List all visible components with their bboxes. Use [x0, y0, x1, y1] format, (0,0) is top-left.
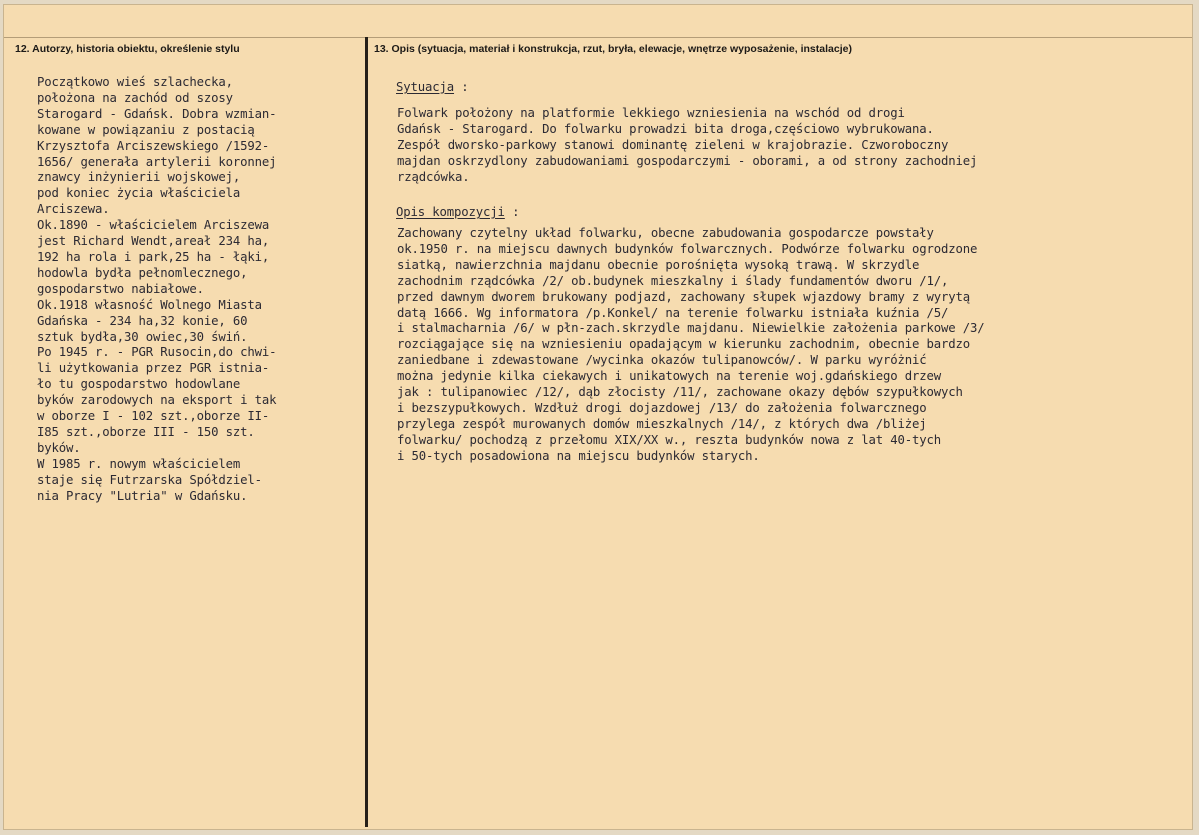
header-rule [4, 37, 1192, 38]
history-line: Arciszewa. [37, 202, 110, 217]
opis-line: datą 1666. Wg informatora /p.Konkel/ na terenie folwarku istniała kuźnia /5/ [397, 305, 949, 320]
history-line: ło tu gospodarstwo hodowlane [37, 377, 241, 392]
history-line: Krzysztofa Arciszewskiego /1592- [37, 138, 270, 153]
history-text [37, 75, 371, 504]
opis-line: przylega zespół murowanych domów mieszkalnych /14/, z których dwa /bliżej [397, 416, 927, 431]
opis-line: siatką, nawierzchnia majdanu obecnie porośnięta wysoką trawą. W skrzydle [397, 257, 920, 272]
history-line: kowane w powiązaniu z postacią [37, 122, 255, 137]
history-line: byków. [37, 440, 81, 455]
opis-line: Zachowany czytelny układ folwarku, obecne zabudowania gospodarcze powstały [397, 226, 934, 240]
sytuacja-title [396, 80, 469, 96]
history-line: znawcy inżynierii wojskowej, [37, 170, 241, 185]
history-line: nia Pracy "Lutria" w Gdańsku. [37, 488, 248, 503]
history-line: Ok.1890 - właścicielem Arciszewa [37, 218, 270, 233]
history-line: Po 1945 r. - PGR Rusocin,do chwi- [37, 345, 277, 360]
opis-line: można jedynie kilka ciekawych i unikatowych na terenie woj.gdańskiego drzew [397, 369, 942, 384]
opis-line: ok.1950 r. na miejscu dawnych budynków folwarcznych. Podwórze folwarku ogrodzone [397, 241, 978, 256]
opis-title [396, 205, 519, 221]
field-13-heading: 13. Opis (sytuacja, materiał i konstrukcja, rzut, bryła, elewacje, wnętrze wyposażenie, instalacje) [374, 43, 852, 55]
opis-line: i 50-tych posadowiona na miejscu budynków starych. [397, 448, 760, 463]
history-line: pod koniec życia właściciela [37, 186, 241, 201]
history-line: W 1985 r. nowym właścicielem [37, 456, 241, 471]
sytuacja-title-text: Sytuacja [396, 80, 455, 94]
opis-line: rozciągające się na wzniesieniu opadającym w kierunku zachodnim, obecnie bardzo [397, 337, 971, 352]
sytuacja-line: rządcówka. [397, 169, 470, 184]
sytuacja-line: Zespół dworsko-parkowy stanowi dominantę zieleni w krajobrazie. Czworoboczny [397, 137, 949, 152]
sytuacja-text [397, 106, 1193, 186]
opis-line: i stalmacharnia /6/ w płn-zach.skrzydle majdanu. Niewielkie założenia parkowe /3/ [397, 321, 985, 336]
history-line: gospodarstwo nabiałowe. [37, 281, 204, 296]
opis-line: i bezszypułkowych. Wzdłuż drogi dojazdowej /13/ do założenia folwarcznego [397, 400, 927, 415]
history-line: sztuk bydła,30 owiec,30 świń. [37, 329, 248, 344]
opis-text [397, 226, 1193, 465]
inventory-card [3, 4, 1193, 830]
opis-line: folwarku/ pochodzą z przełomu XIX/XX w., reszta budynków nowa z lat 40-tych [397, 432, 942, 447]
history-line: Gdańska - 234 ha,32 konie, 60 [37, 313, 248, 328]
opis-line: jak : tulipanowiec /12/, dąb złocisty /11/, zachowane okazy dębów szypułkowych [397, 385, 963, 400]
opis-line: zachodnim rządcówka /2/ ob.budynek mieszkalny i ślady fundamentów dworu /1/, [397, 273, 949, 288]
history-line: hodowla bydła pełnomlecznego, [37, 265, 248, 280]
history-line: 192 ha rola i park,25 ha - łąki, [37, 249, 270, 264]
sytuacja-line: majdan oskrzydlony zabudowaniami gospodarczymi - oborami, a od strony zachodniej [397, 153, 978, 168]
opis-line: zaniedbane i zdewastowane /wycinka okazów tulipanowców/. W parku wyróżnić [397, 353, 927, 368]
opis-line: przed dawnym dworem brukowany podjazd, zachowany słupek wjazdowy bramy z wyrytą [397, 289, 971, 304]
history-line: 1656/ generała artylerii koronnej [37, 154, 277, 169]
history-line: Starogard - Gdańsk. Dobra wzmian- [37, 106, 277, 121]
history-line: byków zarodowych na eksport i tak [37, 393, 277, 408]
opis-title-colon: : [504, 205, 520, 219]
history-line: I85 szt.,oborze III - 150 szt. [37, 424, 255, 439]
history-line: li użytkowania przez PGR istnia- [37, 361, 270, 376]
sytuacja-title-colon: : [454, 80, 469, 94]
history-line: jest Richard Wendt,areał 234 ha, [37, 234, 270, 249]
history-line: Ok.1918 własność Wolnego Miasta [37, 297, 262, 312]
field-12-heading: 12. Autorzy, historia obiektu, określenie stylu [15, 43, 240, 55]
sytuacja-line: Folwark położony na platformie lekkiego wzniesienia na wschód od drogi [397, 106, 905, 120]
sytuacja-line: Gdańsk - Starogard. Do folwarku prowadzi bita droga,częściowo wybrukowana. [397, 121, 934, 136]
opis-title-text: Opis kompozycji [396, 205, 505, 219]
history-line: położona na zachód od szosy [37, 90, 233, 105]
history-line: w oborze I - 102 szt.,oborze II- [37, 409, 270, 424]
history-line: Początkowo wieś szlachecka, [37, 75, 233, 89]
history-line: staje się Futrzarska Spółdziel- [37, 472, 262, 487]
